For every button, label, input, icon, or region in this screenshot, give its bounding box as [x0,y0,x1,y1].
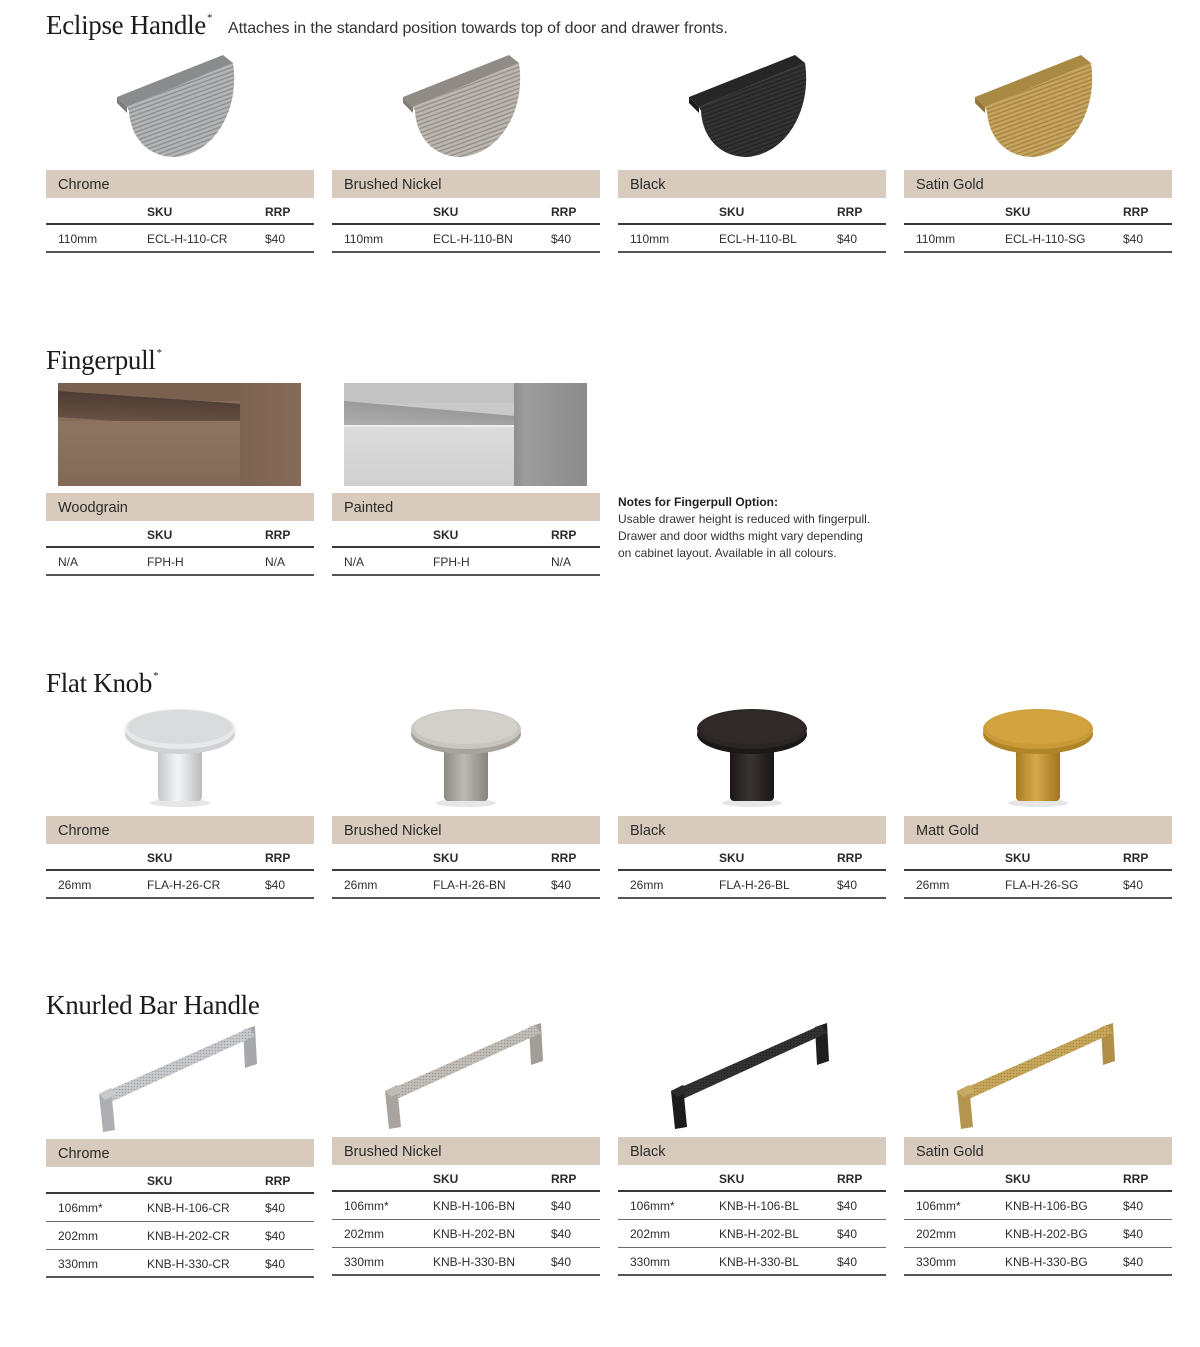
price-cell: $40 [551,1255,572,1269]
col-rrp: RRP [551,205,577,219]
finish-label: Black [618,1137,886,1165]
finish-label: Painted [332,493,600,521]
sku-cell: KNB-H-106-BG [1005,1199,1088,1213]
sku-cell: KNB-H-330-BN [433,1255,516,1269]
table-row [904,1220,1172,1248]
price-cell: $40 [1123,1255,1144,1269]
sku-table [332,1166,600,1276]
notes-title: Notes for Fingerpull Option: [618,495,778,509]
col-sku: SKU [719,205,745,219]
col-sku: SKU [433,205,459,219]
sku-cell: KNB-H-202-BN [433,1227,516,1241]
col-rrp: RRP [837,205,863,219]
finish-label: Chrome [46,170,314,198]
col-sku: SKU [147,1174,173,1188]
sku-cell: KNB-H-106-CR [147,1201,230,1215]
sku-cell: KNB-H-202-CR [147,1229,230,1243]
table-row [618,1248,886,1276]
col-sku: SKU [1005,205,1031,219]
sku-cell: FLA-H-26-BN [433,878,506,892]
size-cell: 106mm* [58,1201,103,1215]
price-cell: $40 [837,1255,858,1269]
table-header [904,1166,1172,1192]
knurled-bar-image [46,1020,314,1135]
sku-cell: FLA-H-26-BL [719,878,790,892]
sku-cell: FPH-H [147,555,184,569]
size-cell: N/A [344,555,365,569]
title-text: Flat Knob [46,668,153,698]
table-row [618,1220,886,1248]
size-cell: 110mm [344,232,384,246]
notes-line: on cabinet layout. Available in all colours. [618,546,837,560]
finish-label: Black [618,170,886,198]
price-cell: N/A [551,555,572,569]
price-cell: $40 [1123,878,1144,892]
col-sku: SKU [147,205,173,219]
sku-cell: FPH-H [433,555,470,569]
price-cell: $40 [265,1229,286,1243]
sku-cell: KNB-H-202-BL [719,1227,800,1241]
sku-cell: KNB-H-106-BN [433,1199,516,1213]
col-rrp: RRP [1123,1172,1149,1186]
finish-label: Satin Gold [904,170,1172,198]
table-row [904,1192,1172,1220]
footnote-asterisk: * [153,670,159,682]
section-title [46,990,260,1021]
col-rrp: RRP [1123,851,1149,865]
size-cell: 106mm* [916,1199,961,1213]
sku-cell: KNB-H-330-BG [1005,1255,1088,1269]
table-header [618,1166,886,1192]
col-rrp: RRP [551,851,577,865]
finish-label: Woodgrain [46,493,314,521]
price-cell: $40 [1123,1227,1144,1241]
col-rrp: RRP [265,528,291,542]
sku-cell: ECL-H-110-SG [1005,232,1086,246]
price-cell: $40 [837,878,858,892]
price-cell: $40 [265,878,286,892]
price-cell: $40 [551,232,572,246]
col-sku: SKU [719,1172,745,1186]
sku-cell: KNB-H-106-BL [719,1199,800,1213]
title-text: Knurled Bar Handle [46,990,260,1020]
col-rrp: RRP [837,1172,863,1186]
table-row [618,1192,886,1220]
col-sku: SKU [147,528,173,542]
section-subtitle: Attaches in the standard position towards top of door and drawer fronts. [228,20,728,37]
notes-line: Usable drawer height is reduced with fingerpull. [618,512,871,526]
price-cell: $40 [265,1201,286,1215]
col-sku: SKU [1005,851,1031,865]
finish-label: Satin Gold [904,1137,1172,1165]
table-row [332,1220,600,1248]
col-sku: SKU [433,528,459,542]
sku-cell: FLA-H-26-SG [1005,878,1079,892]
footnote-asterisk: * [156,347,162,359]
finish-label: Chrome [46,1139,314,1167]
table-header [332,1166,600,1192]
price-cell: $40 [265,232,286,246]
knurled-bar-icon [85,1022,275,1134]
sku-cell: ECL-H-110-CR [147,232,228,246]
finish-label: Black [618,816,886,844]
size-cell: 26mm [58,878,92,892]
price-cell: $40 [551,878,572,892]
footnote-asterisk: * [207,12,213,24]
col-sku: SKU [147,851,173,865]
price-cell: $40 [837,1227,858,1241]
finish-label: Brushed Nickel [332,1137,600,1165]
size-cell: 110mm [58,232,98,246]
table-row [332,1192,600,1220]
finish-label: Chrome [46,816,314,844]
price-cell: $40 [265,1257,286,1271]
col-sku: SKU [433,1172,459,1186]
col-rrp: RRP [551,528,577,542]
size-cell: 202mm [630,1227,671,1241]
price-cell: N/A [265,555,286,569]
table-header [46,1168,314,1194]
col-rrp: RRP [265,1174,291,1188]
col-rrp: RRP [837,851,863,865]
finish-label: Brushed Nickel [332,170,600,198]
size-cell: 106mm* [630,1199,675,1213]
table-row [46,1250,314,1278]
table-row [904,1248,1172,1276]
sku-cell: KNB-H-330-CR [147,1257,230,1271]
price-cell: $40 [551,1227,572,1241]
price-cell: $40 [837,232,858,246]
sku-cell: ECL-H-110-BL [719,232,797,246]
sku-cell: KNB-H-202-BG [1005,1227,1088,1241]
col-rrp: RRP [265,205,291,219]
size-cell: 202mm [344,1227,385,1241]
knurled-bar-image [904,1020,1172,1133]
sku-table [46,1168,314,1278]
finish-label: Matt Gold [904,816,1172,844]
sku-table [904,1166,1172,1276]
knurled-bar-image [332,1020,600,1133]
size-cell: 110mm [916,232,956,246]
sku-cell: FLA-H-26-CR [147,878,221,892]
size-cell: 110mm [630,232,670,246]
size-cell: 26mm [630,878,664,892]
sku-cell: ECL-H-110-BN [433,232,513,246]
title-text: Fingerpull [46,345,156,375]
size-cell: N/A [58,555,79,569]
finish-label: Brushed Nickel [332,816,600,844]
size-cell: 330mm [916,1255,957,1269]
size-cell: 202mm [58,1229,99,1243]
col-rrp: RRP [1123,205,1149,219]
col-rrp: RRP [551,1172,577,1186]
notes-line: Drawer and door widths might vary depending [618,529,863,543]
table-row [46,1222,314,1250]
col-sku: SKU [719,851,745,865]
knurled-bar-icon [371,1021,561,1133]
price-cell: $40 [551,1199,572,1213]
knurled-bar-icon [657,1021,847,1133]
size-cell: 106mm* [344,1199,389,1213]
price-cell: $40 [1123,1199,1144,1213]
title-text: Eclipse Handle [46,10,206,40]
price-cell: $40 [837,1199,858,1213]
knurled-bar-icon [943,1021,1133,1133]
knurled-bar-image [618,1020,886,1133]
sku-cell: KNB-H-330-BL [719,1255,800,1269]
table-row [46,1194,314,1222]
size-cell: 330mm [58,1257,99,1271]
size-cell: 26mm [916,878,950,892]
col-sku: SKU [1005,1172,1031,1186]
size-cell: 202mm [916,1227,957,1241]
price-cell: $40 [1123,232,1144,246]
size-cell: 330mm [344,1255,385,1269]
sku-table [618,1166,886,1276]
table-row [332,1248,600,1276]
col-sku: SKU [433,851,459,865]
col-rrp: RRP [265,851,291,865]
size-cell: 330mm [630,1255,671,1269]
size-cell: 26mm [344,878,378,892]
